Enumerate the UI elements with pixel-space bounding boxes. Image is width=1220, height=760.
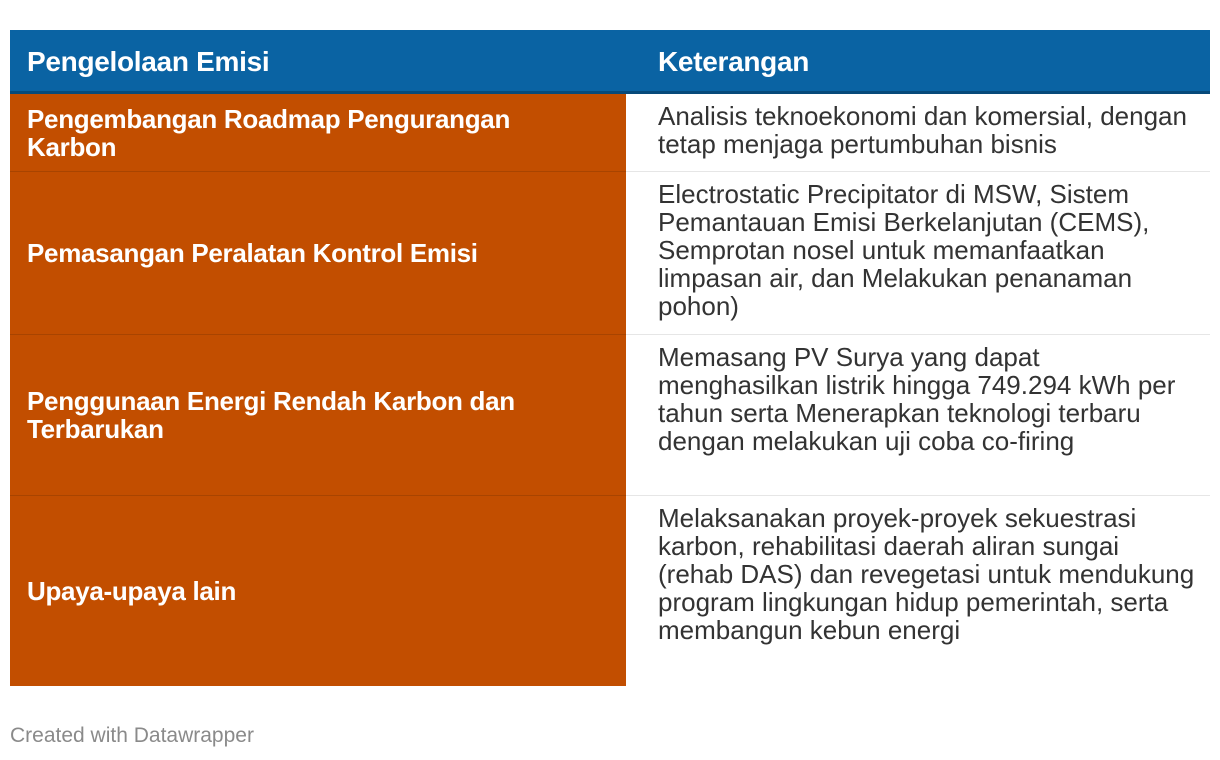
- row-label: Pemasangan Peralatan Kontrol Emisi: [10, 172, 626, 335]
- column-header-keterangan: Keterangan: [658, 46, 810, 77]
- row-description: Analisis teknoekonomi dan komersial, dengan tetap menjaga pertumbuhan bisnis: [626, 94, 1210, 172]
- table-row: [10, 496, 1210, 686]
- table-row: [10, 172, 1210, 335]
- row-label: Pengembangan Roadmap Pengurangan Karbon: [10, 94, 626, 172]
- row-description: Memasang PV Surya yang dapat menghasilkan listrik hingga 749.294 kWh per tahun serta Menerapkan teknologi terbaru dengan melakukan uji coba co-firing: [626, 335, 1210, 496]
- datawrapper-credit: Created with Datawrapper: [10, 724, 254, 747]
- table-header: [10, 30, 1210, 94]
- table-row: [10, 335, 1210, 496]
- emission-table: [10, 30, 1210, 686]
- row-label: Penggunaan Energi Rendah Karbon dan Terbarukan: [10, 335, 626, 496]
- table-row: [10, 94, 1210, 172]
- column-header-pengelolaan-emisi: Pengelolaan Emisi: [27, 46, 270, 77]
- row-label: Upaya-upaya lain: [10, 496, 626, 686]
- row-description: Electrostatic Precipitator di MSW, Sistem Pemantauan Emisi Berkelanjutan (CEMS), Semprotan nosel untuk memanfaatkan limpasan air, dan Melakukan penanaman pohon): [626, 172, 1210, 335]
- row-description: Melaksanakan proyek-proyek sekuestrasi karbon, rehabilitasi daerah aliran sungai (rehab DAS) dan revegetasi untuk mendukung program lingkungan hidup pemerintah, serta membangun kebun energi: [626, 496, 1210, 686]
